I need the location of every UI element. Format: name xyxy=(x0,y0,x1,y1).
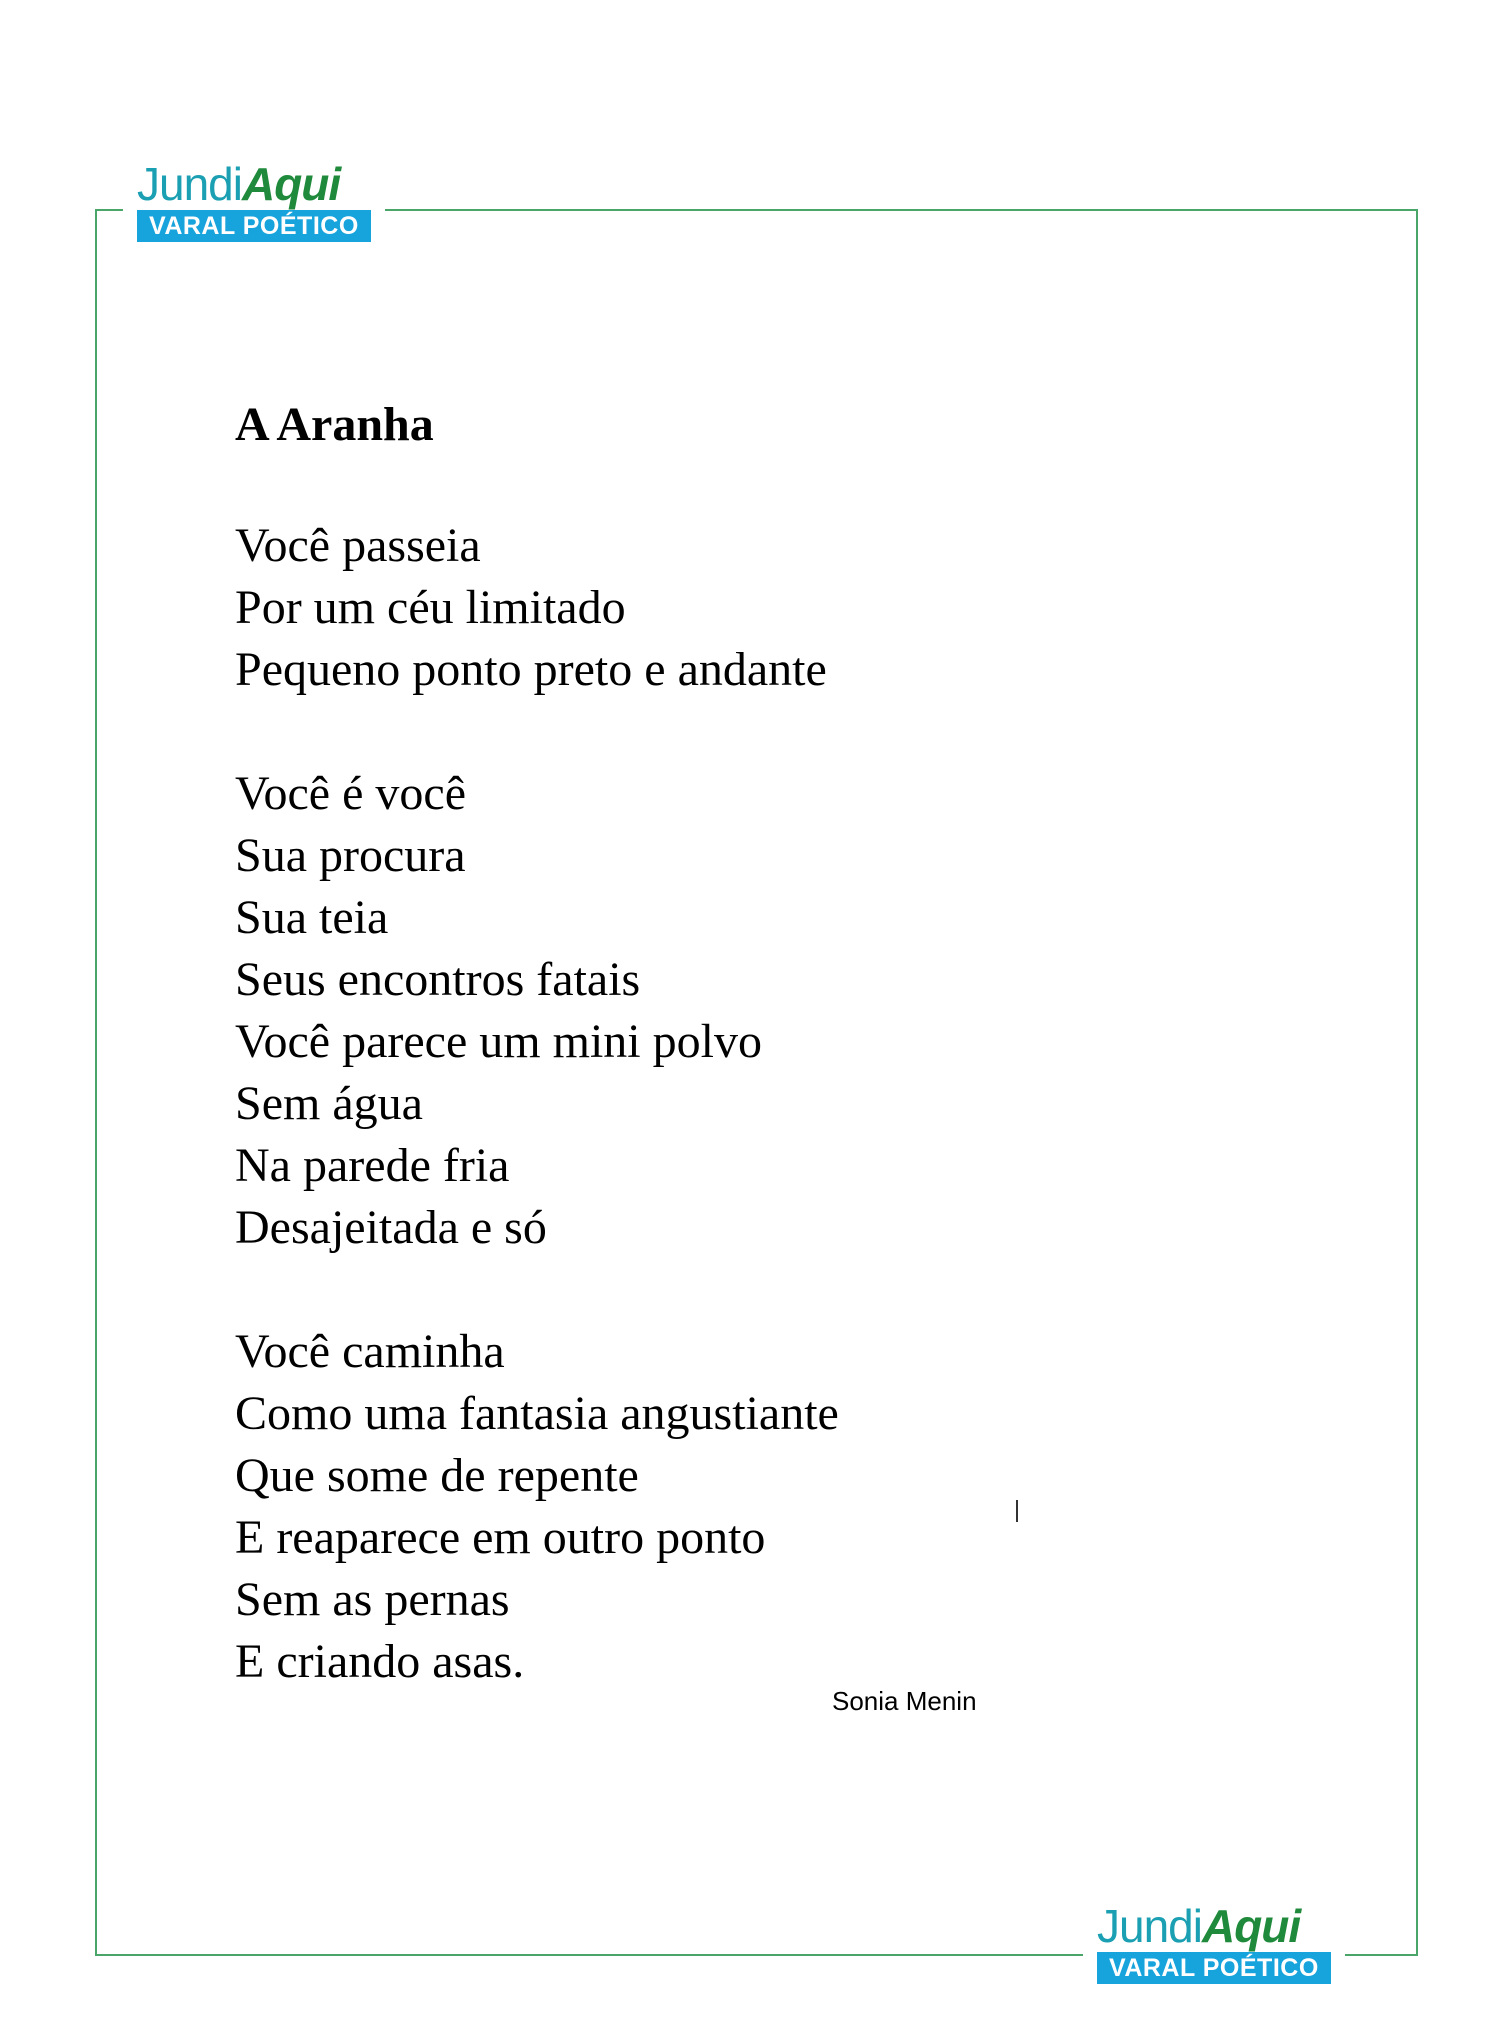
poem-line: Por um céu limitado xyxy=(235,581,626,634)
poem-line: Você parece um mini polvo xyxy=(235,1015,762,1068)
logo-wordmark xyxy=(137,158,371,210)
poem-line: Você passeia xyxy=(235,519,481,572)
poem-line: Seus encontros fatais xyxy=(235,953,641,1006)
poem-line: E criando asas. xyxy=(235,1635,525,1688)
poem xyxy=(235,395,839,1755)
stanza-1 xyxy=(235,515,839,701)
logo-top xyxy=(123,158,385,242)
stray-mark xyxy=(1016,1500,1018,1522)
logo-band-label: VARAL POÉTICO xyxy=(137,210,371,242)
poem-line: Sua teia xyxy=(235,891,389,944)
stanza-2 xyxy=(235,763,839,1259)
logo-band-label: VARAL POÉTICO xyxy=(1097,1952,1331,1984)
poem-line: E reaparece em outro ponto xyxy=(235,1511,766,1564)
poem-line: Você é você xyxy=(235,767,466,820)
poem-line: Sem água xyxy=(235,1077,423,1130)
poem-line: Sua procura xyxy=(235,829,466,882)
logo-bottom xyxy=(1083,1900,1345,1984)
poem-title: A Aranha xyxy=(235,398,434,451)
poem-line: Na parede fria xyxy=(235,1139,510,1192)
logo-wordmark-part2: Aqui xyxy=(241,158,341,210)
logo-wordmark xyxy=(1097,1900,1331,1952)
poem-line: Pequeno ponto preto e andante xyxy=(235,643,827,696)
poem-line: Que some de repente xyxy=(235,1449,639,1502)
poem-author: Sonia Menin xyxy=(832,1686,977,1716)
logo-wordmark-part2: Aqui xyxy=(1201,1900,1301,1952)
stanza-3 xyxy=(235,1321,839,1693)
logo-wordmark-part1: Jundi xyxy=(1097,1900,1202,1952)
poem-line: Sem as pernas xyxy=(235,1573,510,1626)
poem-line: Desajeitada e só xyxy=(235,1201,547,1254)
poem-line: Você caminha xyxy=(235,1325,505,1378)
logo-wordmark-part1: Jundi xyxy=(137,158,242,210)
poem-line: Como uma fantasia angustiante xyxy=(235,1387,839,1440)
